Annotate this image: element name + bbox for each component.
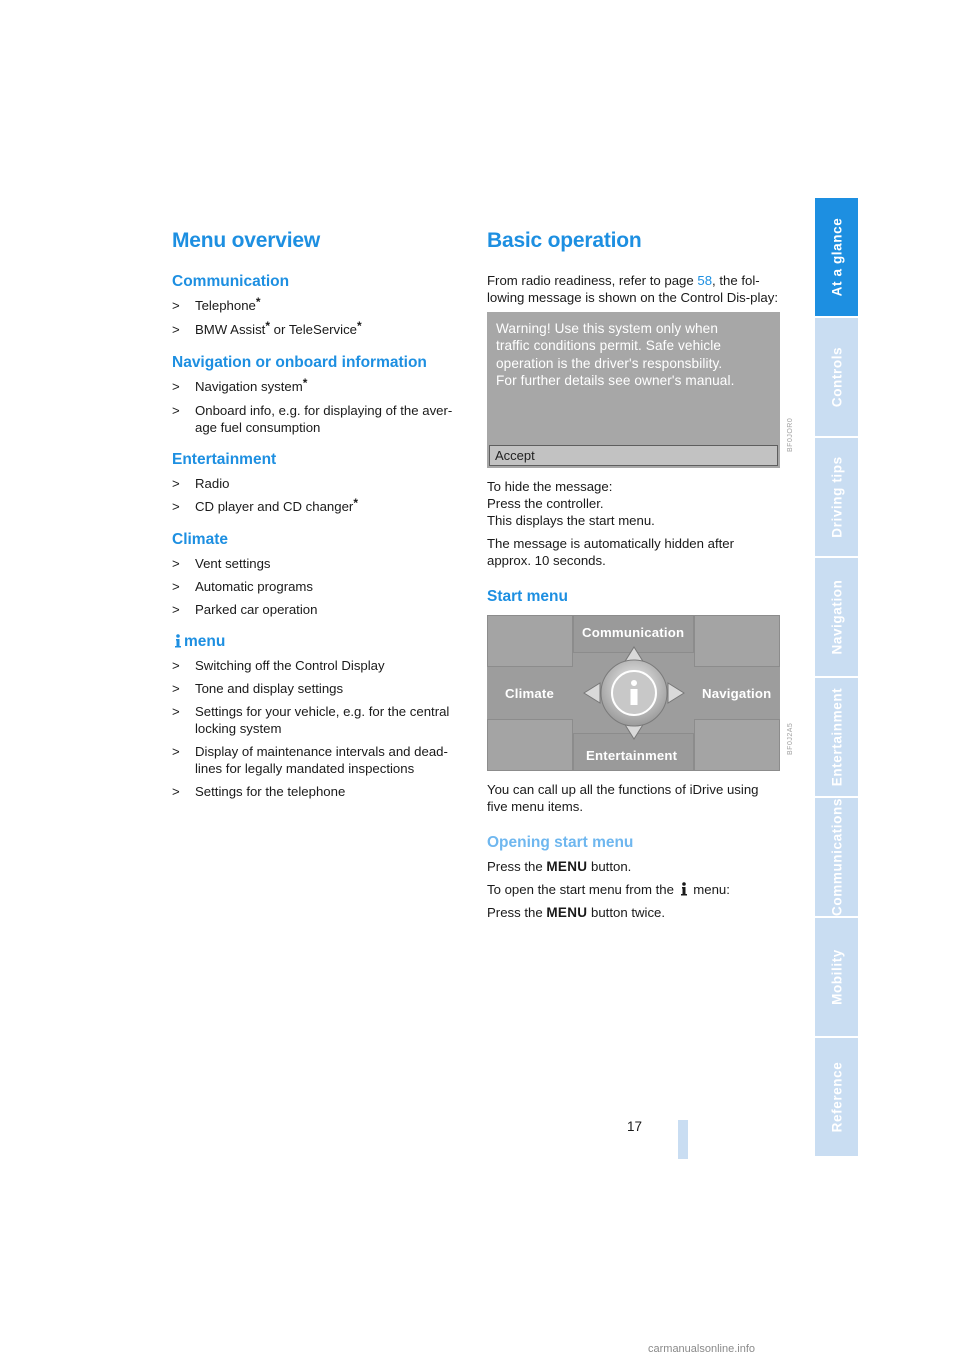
option-star-icon: * [357, 319, 362, 333]
page-marker [678, 1120, 688, 1159]
list-item: > Parked car operation [172, 602, 318, 617]
start-menu-heading: Start menu [487, 588, 568, 605]
instruction: Press the MENU button twice. [487, 905, 666, 920]
tab-navigation[interactable]: Navigation [815, 558, 858, 676]
section-heading: Entertainment [172, 451, 277, 468]
option-star-icon: * [353, 496, 358, 510]
warning-line: operation is the driver's responsbility. [496, 355, 723, 371]
menu-cell [487, 615, 573, 667]
auto-hide-text: The message is automatically hidden after approx. 10 seconds. [487, 536, 735, 568]
section-entertainment [172, 450, 464, 516]
list-item: > CD player and CD changer* [172, 496, 358, 514]
section-climate [172, 530, 464, 618]
list-item: > Onboard info, e.g. for displaying of the aver-age fuel consumption [172, 403, 453, 435]
warning-line: traffic conditions permit. Safe vehicle [496, 338, 722, 354]
chapter-tab-bar [815, 198, 858, 1160]
option-star-icon: * [265, 319, 271, 333]
hide-line: Press the controller. [487, 496, 604, 511]
menu-cell [694, 719, 780, 771]
section-communication [172, 272, 464, 339]
entertainment-menu-item[interactable]: Entertainment [586, 748, 678, 763]
list-item: > Telephone* [172, 295, 261, 313]
section-heading: Climate [172, 531, 228, 548]
hide-line: This displays the start menu. [487, 513, 655, 528]
navigation-menu-item[interactable]: Navigation [702, 686, 772, 701]
watermark: carmanualsonline.info [648, 1343, 756, 1355]
call-up-text: You can call up all the functions of iDrive using five menu items. [487, 782, 759, 814]
list-item: > Settings for the telephone [172, 784, 346, 799]
tab-communications[interactable]: Communications [815, 798, 858, 916]
section-i-menu [172, 632, 464, 800]
menu-cell [487, 719, 573, 771]
controller-icon [580, 643, 688, 743]
intro-text: From radio readiness, refer to page 58, the fol-lowing message is shown on the Control Dis-play: [487, 273, 778, 305]
tab-driving-tips[interactable]: Driving tips [815, 438, 858, 556]
option-star-icon: * [255, 295, 261, 309]
menu-cell [694, 615, 780, 667]
list-item: > Display of maintenance intervals and dead-lines for legally mandated inspections [172, 744, 448, 776]
image-code: BF0JOR0 [787, 417, 794, 452]
section-heading: Communication [172, 273, 290, 290]
tab-at-a-glance[interactable]: At a glance [815, 198, 858, 316]
instruction: To open the start menu from the menu: [487, 882, 730, 897]
instruction: Press the MENU button. [487, 859, 632, 874]
menu-overview-title: Menu overview [172, 229, 320, 252]
tab-mobility[interactable]: Mobility [815, 918, 858, 1036]
left-column [172, 228, 464, 814]
basic-operation-title: Basic operation [487, 229, 642, 252]
page-number: 17 [627, 1119, 643, 1134]
start-menu-screenshot [487, 615, 794, 771]
tab-entertainment[interactable]: Entertainment [815, 678, 858, 796]
list-item: > Automatic programs [172, 579, 313, 594]
info-icon [174, 634, 182, 648]
warning-screenshot [487, 312, 794, 468]
menu-button-icon: MENU [546, 905, 588, 920]
option-star-icon: * [302, 376, 308, 390]
menu-button-icon: MENU [546, 859, 588, 874]
accept-button[interactable]: Accept [489, 445, 778, 466]
opening-start-menu-heading: Opening start menu [487, 834, 634, 851]
right-column [487, 228, 794, 927]
image-code: BF0J2A5 [787, 722, 794, 755]
list-item: > Vent settings [172, 556, 271, 571]
tab-controls[interactable]: Controls [815, 318, 858, 436]
info-icon [680, 882, 688, 896]
tab-reference[interactable]: Reference [815, 1038, 858, 1156]
climate-menu-item[interactable]: Climate [505, 686, 555, 701]
communication-menu-item[interactable]: Communication [582, 625, 685, 640]
list-item: > BMW Assist* or TeleService* [172, 319, 362, 337]
list-item: > Navigation system* [172, 376, 308, 394]
warning-line: Warning! Use this system only when [496, 321, 718, 336]
list-item: > Radio [172, 476, 230, 491]
list-item: > Tone and display settings [172, 681, 344, 696]
hide-line: To hide the message: [487, 479, 613, 494]
list-item: > Switching off the Control Display [172, 658, 385, 673]
warning-line: For further details see owner's manual. [496, 372, 735, 388]
section-heading: Navigation or onboard information [172, 354, 427, 371]
section-navigation [172, 353, 464, 436]
list-item: > Settings for your vehicle, e.g. for the central locking system [172, 704, 450, 736]
section-heading: menu [172, 632, 464, 652]
page-link[interactable]: 58 [697, 273, 713, 288]
